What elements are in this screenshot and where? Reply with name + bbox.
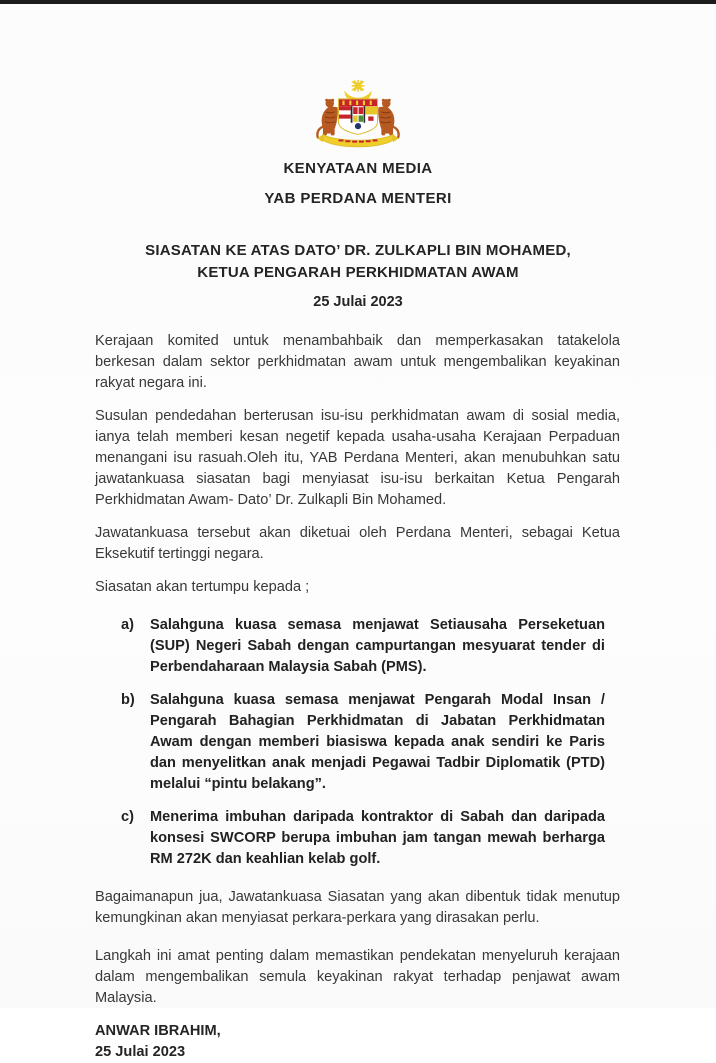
title-line-1: SIASATAN KE ATAS DATO’ DR. ZULKAPLI BIN MOHAMED, <box>145 242 571 259</box>
list-text-b: Salahguna kuasa semasa menjawat Pengarah Modal Insan / Pengarah Bahagian Perkhidmatan di Jabatan Perkhidmatan Awam dengan memberi biasiswa kepada anak sendiri ke Paris dan menyelitkan anak menjadi Pegawai Tadbir Diplomatik (PTD) melalui “pintu belakang”. <box>150 692 605 792</box>
header-line-media: KENYATAAN MEDIA <box>283 160 433 177</box>
paragraph-closing-1: Bagaimanapun jua, Jawatankuasa Siasatan yang akan dibentuk tidak menutup kemungkinan akan menyiasat perkara-perkara yang dirasakan perlu. <box>95 889 620 926</box>
tiger-left-icon <box>317 99 337 139</box>
malaysia-coat-of-arms <box>299 78 417 150</box>
allegation-list <box>121 615 605 870</box>
list-marker-c: c) <box>121 809 134 825</box>
closing-paragraphs <box>95 887 620 1009</box>
list-item-a <box>121 615 605 678</box>
paragraph-intro-2: Susulan pendedahan berterusan isu-isu perkhidmatan awam di sosial media, ianya telah memberi kesan negetif kepada usaha-usaha Kerajaan Perpaduan menangani isu rasuah.Oleh itu, YAB Perdana Menteri, akan menubuhkan satu jawatankuasa siasatan bagi menyiasat isu-isu berkaitan Ketua Pengarah Perkhidmatan Awam- Dato’ Dr. Zulkapli Bin Mohamed. <box>95 408 620 508</box>
document-body <box>95 331 620 1009</box>
paragraph-intro-1: Kerajaan komited untuk menambahbaik dan memperkasakan tatakelola berkesan dalam sektor perkhidmatan awam untuk mengembalikan keyakinan rakyat negara ini. <box>95 333 620 391</box>
list-item-b <box>121 690 605 795</box>
list-text-a: Salahguna kuasa semasa menjawat Setiausaha Perseketuan (SUP) Negeri Sabah dengan campurtangan mesyuarat tender di Perbendaharaan Malaysia Sabah (PMS). <box>150 617 605 675</box>
title-line-2: KETUA PENGARAH PERKHIDMATAN AWAM <box>197 264 519 281</box>
tiger-right-icon <box>378 99 398 139</box>
list-marker-b: b) <box>121 692 135 708</box>
paragraph-focus-lead: Siasatan akan tertumpu kepada ; <box>95 579 310 595</box>
header-line-pm: YAB PERDANA MENTERI <box>264 190 452 207</box>
paragraph-committee: Jawatankuasa tersebut akan diketuai oleh Perdana Menteri, sebagai Ketua Eksekutif tertinggi negara. <box>95 525 620 562</box>
signature-date: 25 Julai 2023 <box>95 1044 186 1060</box>
signatory-name: ANWAR IBRAHIM, <box>95 1023 221 1039</box>
paragraph-closing-2: Langkah ini amat penting dalam memastikan pendekatan menyeluruh kerajaan dalam mengembalikan semula keyakinan rakyat terhadap penjawat awam Malaysia. <box>95 948 620 1006</box>
release-date: 25 Julai 2023 <box>313 294 403 310</box>
list-item-c <box>121 807 605 870</box>
list-marker-a: a) <box>121 617 134 633</box>
document-title <box>0 240 716 284</box>
signature-block <box>95 1021 620 1063</box>
motto-banner-icon <box>317 134 399 146</box>
document-content <box>0 4 716 1063</box>
shield-icon <box>339 99 378 135</box>
list-text-c: Menerima imbuhan daripada kontraktor di Sabah dan daripada konsesi SWCORP berupa imbuhan jam tangan mewah berharga RM 272K dan keahlian kelab golf. <box>150 809 605 867</box>
